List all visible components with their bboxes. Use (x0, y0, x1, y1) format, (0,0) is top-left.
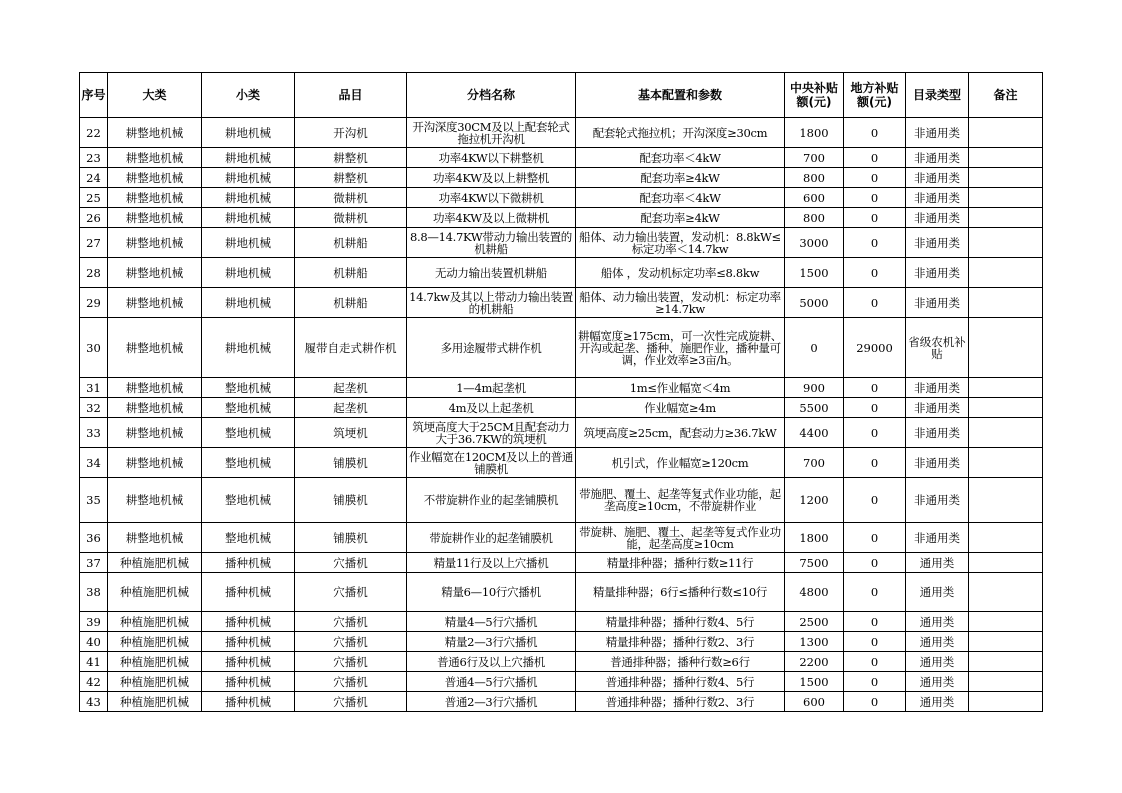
cell-local-subsidy: 0 (844, 573, 906, 612)
table-row (80, 652, 1043, 672)
cell-minor-category: 耕地机械 (202, 228, 295, 258)
cell-central-subsidy: 800 (785, 168, 844, 188)
cell-no: 22 (80, 118, 108, 148)
cell-no: 41 (80, 652, 108, 672)
cell-tier-name: 功率4KW以下耕整机 (407, 148, 576, 168)
cell-major-category: 种植施肥机械 (108, 612, 202, 632)
cell-item: 筑埂机 (295, 418, 407, 448)
cell-note (969, 148, 1043, 168)
cell-local-subsidy: 0 (844, 652, 906, 672)
cell-local-subsidy: 0 (844, 258, 906, 288)
cell-tier-name: 普通4—5行穴播机 (407, 672, 576, 692)
cell-tier-name: 精量4—5行穴播机 (407, 612, 576, 632)
cell-major-category: 耕整地机械 (108, 288, 202, 318)
cell-catalog-type: 非通用类 (906, 208, 969, 228)
cell-item: 铺膜机 (295, 448, 407, 478)
cell-no: 26 (80, 208, 108, 228)
cell-item: 开沟机 (295, 118, 407, 148)
cell-item: 穴播机 (295, 632, 407, 652)
cell-tier-name: 不带旋耕作业的起垄铺膜机 (407, 478, 576, 523)
cell-note (969, 188, 1043, 208)
table-row (80, 692, 1043, 712)
cell-major-category: 种植施肥机械 (108, 692, 202, 712)
cell-item: 穴播机 (295, 573, 407, 612)
cell-item: 穴播机 (295, 692, 407, 712)
cell-major-category: 耕整地机械 (108, 258, 202, 288)
cell-tier-name: 开沟深度30CM及以上配套轮式拖拉机开沟机 (407, 118, 576, 148)
cell-minor-category: 播种机械 (202, 652, 295, 672)
cell-no: 43 (80, 692, 108, 712)
cell-tier-name: 作业幅宽在120CM及以上的普通铺膜机 (407, 448, 576, 478)
cell-note (969, 398, 1043, 418)
table-row (80, 148, 1043, 168)
table-row (80, 168, 1043, 188)
cell-local-subsidy: 0 (844, 168, 906, 188)
cell-item: 铺膜机 (295, 523, 407, 553)
cell-no: 42 (80, 672, 108, 692)
cell-local-subsidy: 0 (844, 448, 906, 478)
cell-tier-name: 1—4m起垄机 (407, 378, 576, 398)
cell-tier-name: 功率4KW及以上微耕机 (407, 208, 576, 228)
cell-tier-name: 带旋耕作业的起垄铺膜机 (407, 523, 576, 553)
cell-spec: 1m≤作业幅宽＜4m (576, 378, 785, 398)
cell-note (969, 318, 1043, 378)
cell-central-subsidy: 700 (785, 148, 844, 168)
cell-major-category: 耕整地机械 (108, 398, 202, 418)
cell-minor-category: 整地机械 (202, 398, 295, 418)
cell-catalog-type: 非通用类 (906, 228, 969, 258)
cell-note (969, 652, 1043, 672)
cell-minor-category: 播种机械 (202, 672, 295, 692)
cell-major-category: 耕整地机械 (108, 478, 202, 523)
cell-item: 穴播机 (295, 672, 407, 692)
cell-tier-name: 功率4KW以下微耕机 (407, 188, 576, 208)
cell-catalog-type: 通用类 (906, 573, 969, 612)
cell-spec: 普通排种器；播种行数≥6行 (576, 652, 785, 672)
cell-catalog-type: 通用类 (906, 652, 969, 672)
cell-catalog-type: 非通用类 (906, 523, 969, 553)
cell-spec: 精量排种器；播种行数2、3行 (576, 632, 785, 652)
cell-catalog-type: 非通用类 (906, 168, 969, 188)
cell-catalog-type: 通用类 (906, 612, 969, 632)
cell-tier-name: 精量11行及以上穴播机 (407, 553, 576, 573)
table-row (80, 188, 1043, 208)
cell-spec: 精量排种器；播种行数≥11行 (576, 553, 785, 573)
cell-item: 起垄机 (295, 378, 407, 398)
cell-no: 25 (80, 188, 108, 208)
table-row (80, 672, 1043, 692)
cell-major-category: 耕整地机械 (108, 148, 202, 168)
cell-central-subsidy: 1800 (785, 118, 844, 148)
cell-central-subsidy: 1300 (785, 632, 844, 652)
cell-minor-category: 耕地机械 (202, 208, 295, 228)
cell-note (969, 553, 1043, 573)
subsidy-table (79, 72, 1043, 712)
cell-note (969, 672, 1043, 692)
cell-tier-name: 14.7kw及其以上带动力输出装置的机耕船 (407, 288, 576, 318)
cell-tier-name: 筑埂高度大于25CM且配套动力大于36.7KW的筑埂机 (407, 418, 576, 448)
cell-no: 39 (80, 612, 108, 632)
table-row (80, 448, 1043, 478)
cell-item: 机耕船 (295, 228, 407, 258)
cell-note (969, 573, 1043, 612)
cell-major-category: 种植施肥机械 (108, 652, 202, 672)
cell-minor-category: 耕地机械 (202, 258, 295, 288)
cell-note (969, 208, 1043, 228)
cell-note (969, 478, 1043, 523)
cell-local-subsidy: 0 (844, 672, 906, 692)
cell-no: 36 (80, 523, 108, 553)
cell-note (969, 378, 1043, 398)
cell-catalog-type: 非通用类 (906, 398, 969, 418)
cell-spec: 配套功率≥4kW (576, 208, 785, 228)
cell-item: 穴播机 (295, 553, 407, 573)
col-header-item: 品目 (295, 73, 407, 118)
col-header-catalog-type: 目录类型 (906, 73, 969, 118)
cell-minor-category: 整地机械 (202, 378, 295, 398)
cell-spec: 配套功率＜4kW (576, 188, 785, 208)
cell-item: 耕整机 (295, 168, 407, 188)
cell-central-subsidy: 5500 (785, 398, 844, 418)
cell-item: 履带自走式耕作机 (295, 318, 407, 378)
cell-catalog-type: 非通用类 (906, 288, 969, 318)
cell-central-subsidy: 2500 (785, 612, 844, 632)
cell-catalog-type: 非通用类 (906, 418, 969, 448)
cell-no: 35 (80, 478, 108, 523)
cell-minor-category: 耕地机械 (202, 118, 295, 148)
table-row (80, 418, 1043, 448)
cell-local-subsidy: 0 (844, 188, 906, 208)
cell-item: 机耕船 (295, 288, 407, 318)
cell-catalog-type: 非通用类 (906, 258, 969, 288)
cell-catalog-type: 非通用类 (906, 118, 969, 148)
cell-item: 铺膜机 (295, 478, 407, 523)
cell-central-subsidy: 1200 (785, 478, 844, 523)
cell-local-subsidy: 0 (844, 478, 906, 523)
cell-catalog-type: 非通用类 (906, 148, 969, 168)
table-row (80, 288, 1043, 318)
cell-major-category: 种植施肥机械 (108, 553, 202, 573)
cell-spec: 机引式，作业幅宽≥120cm (576, 448, 785, 478)
cell-major-category: 耕整地机械 (108, 318, 202, 378)
table-row (80, 378, 1043, 398)
table-row (80, 478, 1043, 523)
cell-no: 24 (80, 168, 108, 188)
cell-spec: 精量排种器；播种行数4、5行 (576, 612, 785, 632)
table-row (80, 612, 1043, 632)
cell-major-category: 种植施肥机械 (108, 573, 202, 612)
col-header-no: 序号 (80, 73, 108, 118)
cell-local-subsidy: 0 (844, 692, 906, 712)
cell-minor-category: 耕地机械 (202, 148, 295, 168)
cell-spec: 船体、动力输出装置，发动机：标定功率≥14.7kw (576, 288, 785, 318)
cell-local-subsidy: 0 (844, 288, 906, 318)
cell-no: 23 (80, 148, 108, 168)
cell-local-subsidy: 0 (844, 632, 906, 652)
cell-minor-category: 播种机械 (202, 612, 295, 632)
cell-central-subsidy: 5000 (785, 288, 844, 318)
cell-central-subsidy: 4800 (785, 573, 844, 612)
cell-local-subsidy: 0 (844, 612, 906, 632)
cell-central-subsidy: 600 (785, 692, 844, 712)
cell-tier-name: 普通6行及以上穴播机 (407, 652, 576, 672)
table-row (80, 258, 1043, 288)
cell-note (969, 258, 1043, 288)
cell-central-subsidy: 3000 (785, 228, 844, 258)
table-row (80, 208, 1043, 228)
cell-note (969, 118, 1043, 148)
cell-tier-name: 功率4KW及以上耕整机 (407, 168, 576, 188)
cell-spec: 带施肥、覆土、起垄等复式作业功能，起垄高度≥10cm，不带旋耕作业 (576, 478, 785, 523)
col-header-major-category: 大类 (108, 73, 202, 118)
cell-catalog-type: 非通用类 (906, 378, 969, 398)
cell-catalog-type: 通用类 (906, 553, 969, 573)
cell-minor-category: 耕地机械 (202, 318, 295, 378)
cell-item: 起垄机 (295, 398, 407, 418)
cell-item: 耕整机 (295, 148, 407, 168)
cell-central-subsidy: 7500 (785, 553, 844, 573)
cell-minor-category: 整地机械 (202, 523, 295, 553)
cell-note (969, 418, 1043, 448)
cell-central-subsidy: 600 (785, 188, 844, 208)
cell-major-category: 耕整地机械 (108, 188, 202, 208)
cell-item: 机耕船 (295, 258, 407, 288)
cell-item: 微耕机 (295, 208, 407, 228)
cell-minor-category: 整地机械 (202, 418, 295, 448)
cell-local-subsidy: 0 (844, 553, 906, 573)
cell-note (969, 632, 1043, 652)
table-row (80, 318, 1043, 378)
cell-central-subsidy: 1500 (785, 258, 844, 288)
cell-major-category: 种植施肥机械 (108, 672, 202, 692)
cell-note (969, 168, 1043, 188)
cell-local-subsidy: 0 (844, 398, 906, 418)
cell-item: 穴播机 (295, 652, 407, 672)
cell-catalog-type: 省级农机补贴 (906, 318, 969, 378)
cell-tier-name: 4m及以上起垄机 (407, 398, 576, 418)
cell-major-category: 耕整地机械 (108, 378, 202, 398)
cell-spec: 船体 ，发动机标定功率≤8.8kw (576, 258, 785, 288)
cell-no: 30 (80, 318, 108, 378)
cell-tier-name: 多用途履带式耕作机 (407, 318, 576, 378)
cell-major-category: 耕整地机械 (108, 118, 202, 148)
cell-tier-name: 精量2—3行穴播机 (407, 632, 576, 652)
cell-spec: 带旋耕、施肥、覆土、起垄等复式作业功能，起垄高度≥10cm (576, 523, 785, 553)
cell-note (969, 692, 1043, 712)
col-header-note: 备注 (969, 73, 1043, 118)
cell-item: 穴播机 (295, 612, 407, 632)
table-row (80, 632, 1043, 652)
cell-central-subsidy: 2200 (785, 652, 844, 672)
cell-major-category: 种植施肥机械 (108, 632, 202, 652)
cell-no: 32 (80, 398, 108, 418)
cell-central-subsidy: 700 (785, 448, 844, 478)
table-row (80, 553, 1043, 573)
cell-spec: 耕幅宽度≥175cm，可一次性完成旋耕、开沟或起垄、播种、施肥作业，播种量可调，作业效率≥3亩/h。 (576, 318, 785, 378)
cell-catalog-type: 通用类 (906, 632, 969, 652)
cell-no: 38 (80, 573, 108, 612)
cell-spec: 配套轮式拖拉机；开沟深度≥30cm (576, 118, 785, 148)
cell-spec: 精量排种器；6行≤播种行数≤10行 (576, 573, 785, 612)
cell-central-subsidy: 900 (785, 378, 844, 398)
col-header-central-subsidy: 中央补贴额(元) (785, 73, 844, 118)
col-header-local-subsidy: 地方补贴额(元) (844, 73, 906, 118)
cell-spec: 配套功率＜4kW (576, 148, 785, 168)
table-row (80, 228, 1043, 258)
cell-item: 微耕机 (295, 188, 407, 208)
cell-minor-category: 整地机械 (202, 478, 295, 523)
cell-tier-name: 精量6—10行穴播机 (407, 573, 576, 612)
cell-local-subsidy: 0 (844, 378, 906, 398)
cell-major-category: 耕整地机械 (108, 208, 202, 228)
cell-catalog-type: 非通用类 (906, 478, 969, 523)
cell-central-subsidy: 4400 (785, 418, 844, 448)
cell-no: 28 (80, 258, 108, 288)
cell-local-subsidy: 0 (844, 208, 906, 228)
cell-major-category: 耕整地机械 (108, 418, 202, 448)
cell-minor-category: 播种机械 (202, 692, 295, 712)
cell-local-subsidy: 0 (844, 118, 906, 148)
cell-local-subsidy: 0 (844, 148, 906, 168)
cell-minor-category: 耕地机械 (202, 288, 295, 318)
cell-no: 31 (80, 378, 108, 398)
col-header-tier-name: 分档名称 (407, 73, 576, 118)
cell-spec: 作业幅宽≥4m (576, 398, 785, 418)
cell-spec: 普通排种器；播种行数4、5行 (576, 672, 785, 692)
cell-spec: 船体、动力输出装置，发动机：8.8kW≤标定功率＜14.7kw (576, 228, 785, 258)
table-body (80, 118, 1043, 712)
cell-central-subsidy: 1800 (785, 523, 844, 553)
cell-no: 27 (80, 228, 108, 258)
cell-central-subsidy: 0 (785, 318, 844, 378)
cell-tier-name: 无动力输出装置机耕船 (407, 258, 576, 288)
cell-minor-category: 播种机械 (202, 573, 295, 612)
col-header-minor-category: 小类 (202, 73, 295, 118)
cell-no: 40 (80, 632, 108, 652)
cell-major-category: 耕整地机械 (108, 523, 202, 553)
cell-spec: 普通排种器；播种行数2、3行 (576, 692, 785, 712)
table-row (80, 118, 1043, 148)
cell-no: 33 (80, 418, 108, 448)
cell-note (969, 228, 1043, 258)
cell-note (969, 523, 1043, 553)
cell-spec: 配套功率≥4kW (576, 168, 785, 188)
cell-minor-category: 耕地机械 (202, 188, 295, 208)
cell-tier-name: 8.8—14.7KW带动力输出装置的机耕船 (407, 228, 576, 258)
cell-no: 29 (80, 288, 108, 318)
cell-central-subsidy: 800 (785, 208, 844, 228)
header-row (80, 73, 1043, 118)
cell-local-subsidy: 29000 (844, 318, 906, 378)
cell-local-subsidy: 0 (844, 228, 906, 258)
cell-tier-name: 普通2—3行穴播机 (407, 692, 576, 712)
table-row (80, 523, 1043, 553)
cell-spec: 筑埂高度≥25cm，配套动力≥36.7kW (576, 418, 785, 448)
cell-note (969, 612, 1043, 632)
cell-central-subsidy: 1500 (785, 672, 844, 692)
cell-major-category: 耕整地机械 (108, 168, 202, 188)
cell-no: 37 (80, 553, 108, 573)
cell-note (969, 288, 1043, 318)
table-row (80, 398, 1043, 418)
cell-catalog-type: 非通用类 (906, 188, 969, 208)
cell-major-category: 耕整地机械 (108, 228, 202, 258)
cell-catalog-type: 通用类 (906, 692, 969, 712)
cell-local-subsidy: 0 (844, 418, 906, 448)
cell-minor-category: 整地机械 (202, 448, 295, 478)
cell-catalog-type: 非通用类 (906, 448, 969, 478)
cell-minor-category: 耕地机械 (202, 168, 295, 188)
table-row (80, 573, 1043, 612)
cell-no: 34 (80, 448, 108, 478)
cell-minor-category: 播种机械 (202, 632, 295, 652)
col-header-spec: 基本配置和参数 (576, 73, 785, 118)
cell-major-category: 耕整地机械 (108, 448, 202, 478)
cell-local-subsidy: 0 (844, 523, 906, 553)
cell-minor-category: 播种机械 (202, 553, 295, 573)
cell-catalog-type: 通用类 (906, 672, 969, 692)
cell-note (969, 448, 1043, 478)
